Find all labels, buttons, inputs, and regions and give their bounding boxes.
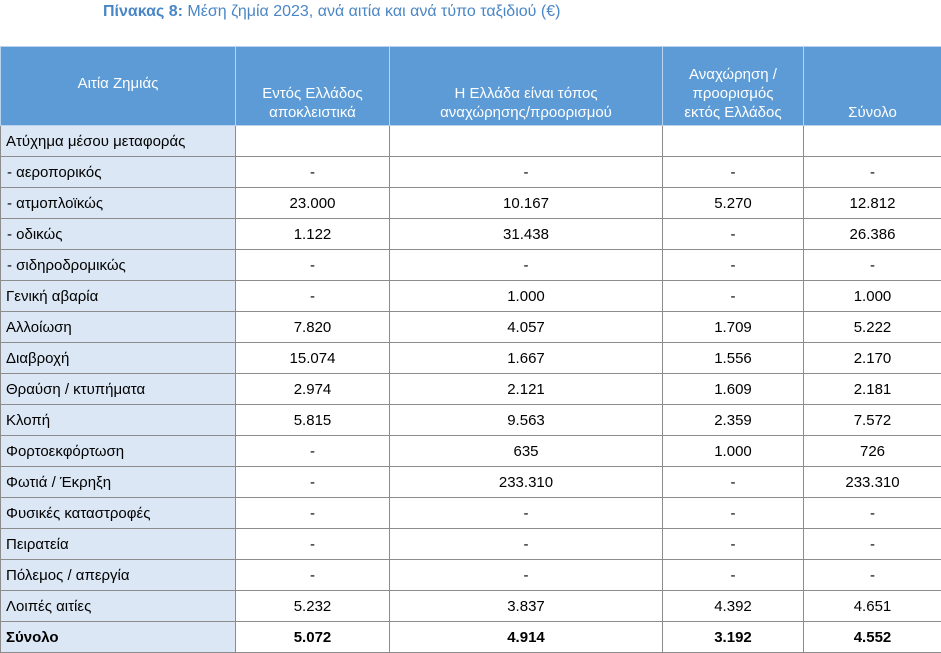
header-outside-greece [663, 47, 804, 126]
table-caption-text: Μέση ζημία 2023, ανά αιτία και ανά τύπο ταξιδιού (€) [183, 3, 560, 20]
cell-greece: 31.438 [390, 219, 663, 250]
table-caption [103, 3, 560, 21]
cell-outside: 1.609 [663, 374, 804, 405]
table-row [1, 560, 941, 591]
cell-greece [390, 126, 663, 157]
row-label: Λοιπές αιτίες [1, 591, 236, 622]
cell-outside: 1.709 [663, 312, 804, 343]
cell-outside: 4.392 [663, 591, 804, 622]
cell-outside: 5.270 [663, 188, 804, 219]
table-row [1, 498, 941, 529]
header-total-label: Σύνολο [848, 104, 897, 121]
cell-domestic: - [236, 498, 390, 529]
table-row [1, 436, 941, 467]
cell-outside: - [663, 529, 804, 560]
cell-domestic: 5.815 [236, 405, 390, 436]
header-greece-line2: αναχώρησης/προορισμού [440, 104, 612, 121]
table-caption-label: Πίνακας 8: [103, 3, 183, 20]
cell-domestic: - [236, 157, 390, 188]
cell-total: 4.651 [804, 591, 941, 622]
total-label: Σύνολο [1, 622, 236, 653]
cell-domestic: 7.820 [236, 312, 390, 343]
total-domestic: 5.072 [236, 622, 390, 653]
cell-total: 12.812 [804, 188, 941, 219]
cell-total: 1.000 [804, 281, 941, 312]
row-label: Φυσικές καταστροφές [1, 498, 236, 529]
table-row [1, 591, 941, 622]
header-outside-line1: Αναχώρηση / [689, 66, 777, 83]
row-label: - ατμοπλοϊκώς [1, 188, 236, 219]
row-label: Κλοπή [1, 405, 236, 436]
cell-greece: 635 [390, 436, 663, 467]
cell-outside: 2.359 [663, 405, 804, 436]
cell-domestic: - [236, 560, 390, 591]
cell-domestic: 5.232 [236, 591, 390, 622]
table-row [1, 126, 941, 157]
cell-total: 7.572 [804, 405, 941, 436]
cell-domestic: 1.122 [236, 219, 390, 250]
cell-domestic: 15.074 [236, 343, 390, 374]
cell-domestic: - [236, 436, 390, 467]
cell-total: - [804, 157, 941, 188]
row-label: Πειρατεία [1, 529, 236, 560]
table-row [1, 188, 941, 219]
header-total [804, 47, 941, 126]
cell-greece: - [390, 250, 663, 281]
total-greece: 4.914 [390, 622, 663, 653]
table-row [1, 219, 941, 250]
row-label: - αεροπορικός [1, 157, 236, 188]
header-cause-label: Αιτία Ζημιάς [78, 75, 159, 92]
header-greece-line1: Η Ελλάδα είναι τόπος [454, 85, 597, 102]
total-outside: 3.192 [663, 622, 804, 653]
header-outside-line3: εκτός Ελλάδος [684, 104, 781, 121]
cell-greece: - [390, 498, 663, 529]
cell-greece: 10.167 [390, 188, 663, 219]
cell-total: - [804, 529, 941, 560]
cell-total: 726 [804, 436, 941, 467]
row-label: Ατύχημα μέσου μεταφοράς [1, 126, 236, 157]
total-total: 4.552 [804, 622, 941, 653]
cell-greece: 1.667 [390, 343, 663, 374]
row-label: Διαβροχή [1, 343, 236, 374]
table-row [1, 529, 941, 560]
table-row [1, 250, 941, 281]
header-greece-origin-destination [390, 47, 663, 126]
header-domestic [236, 47, 390, 126]
cell-domestic: 23.000 [236, 188, 390, 219]
cell-greece: - [390, 157, 663, 188]
table-row [1, 312, 941, 343]
cell-total: - [804, 498, 941, 529]
header-domestic-line2: αποκλειστικά [269, 104, 356, 121]
cell-outside: - [663, 281, 804, 312]
cell-total: 5.222 [804, 312, 941, 343]
cell-greece: 233.310 [390, 467, 663, 498]
cell-outside: - [663, 560, 804, 591]
cell-outside: - [663, 219, 804, 250]
cell-domestic: - [236, 250, 390, 281]
row-label: Αλλοίωση [1, 312, 236, 343]
cell-outside: - [663, 250, 804, 281]
cell-total: 233.310 [804, 467, 941, 498]
cell-domestic: - [236, 529, 390, 560]
table-row [1, 281, 941, 312]
total-row [1, 622, 941, 653]
cell-total [804, 126, 941, 157]
row-label: Θραύση / κτυπήματα [1, 374, 236, 405]
header-outside-line2: προορισμός [693, 85, 774, 102]
row-label: - σιδηροδρομικώς [1, 250, 236, 281]
cell-total: - [804, 560, 941, 591]
row-label: Γενική αβαρία [1, 281, 236, 312]
cell-domestic [236, 126, 390, 157]
header-cause [1, 47, 236, 126]
cell-outside: - [663, 467, 804, 498]
damage-table [0, 46, 941, 653]
row-label: - οδικώς [1, 219, 236, 250]
table-row [1, 405, 941, 436]
cell-total: 26.386 [804, 219, 941, 250]
cell-outside: 1.000 [663, 436, 804, 467]
header-row [1, 47, 941, 126]
cell-total: - [804, 250, 941, 281]
cell-domestic: - [236, 467, 390, 498]
cell-greece: 2.121 [390, 374, 663, 405]
cell-total: 2.181 [804, 374, 941, 405]
row-label: Φορτοεκφόρτωση [1, 436, 236, 467]
table-row [1, 374, 941, 405]
cell-total: 2.170 [804, 343, 941, 374]
cell-greece: 4.057 [390, 312, 663, 343]
cell-greece: 9.563 [390, 405, 663, 436]
cell-domestic: - [236, 281, 390, 312]
cell-outside: - [663, 498, 804, 529]
table-row [1, 467, 941, 498]
cell-outside: 1.556 [663, 343, 804, 374]
header-domestic-line1: Εντός Ελλάδος [262, 85, 363, 102]
cell-greece: - [390, 529, 663, 560]
cell-outside: - [663, 157, 804, 188]
cell-outside [663, 126, 804, 157]
cell-greece: - [390, 560, 663, 591]
table-row [1, 343, 941, 374]
cell-greece: 1.000 [390, 281, 663, 312]
cell-greece: 3.837 [390, 591, 663, 622]
cell-domestic: 2.974 [236, 374, 390, 405]
row-label: Πόλεμος / απεργία [1, 560, 236, 591]
table-row [1, 157, 941, 188]
row-label: Φωτιά / Έκρηξη [1, 467, 236, 498]
